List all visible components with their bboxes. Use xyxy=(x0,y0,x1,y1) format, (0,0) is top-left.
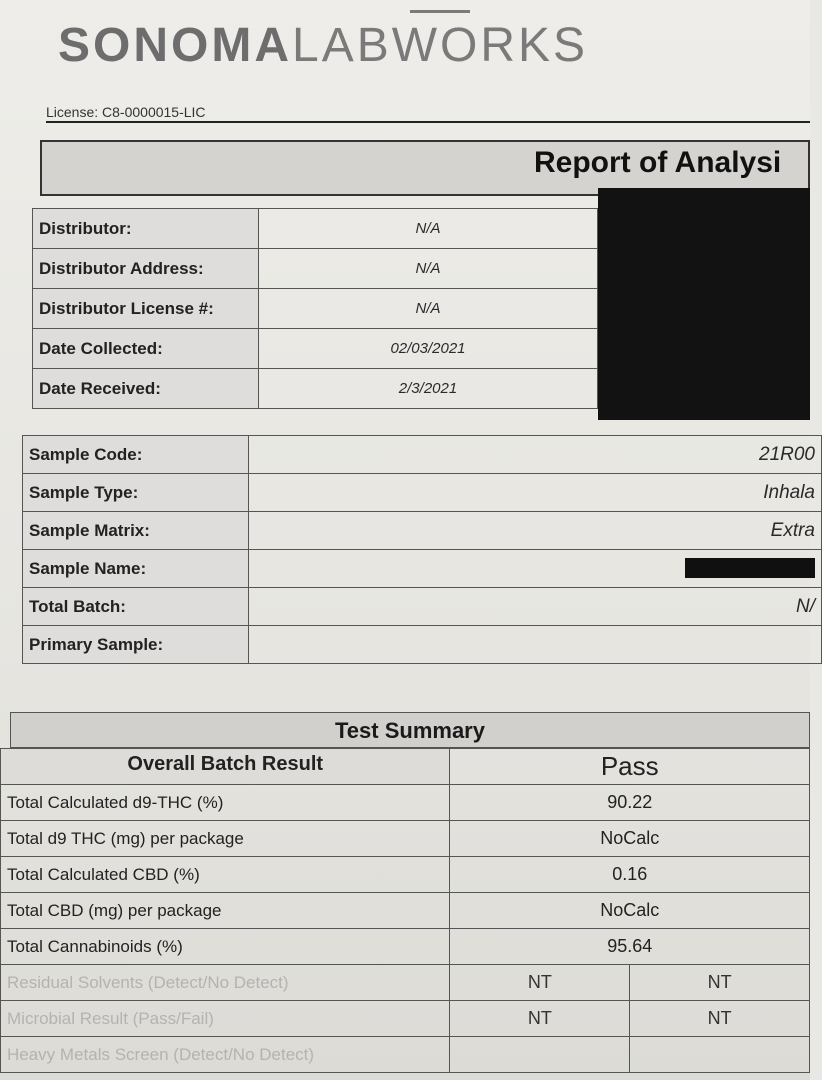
row-value xyxy=(450,1037,630,1073)
row-label: Date Collected: xyxy=(33,329,259,369)
table-row xyxy=(1,1037,810,1073)
row-value: 90.22 xyxy=(450,785,810,821)
row-value: 2/3/2021 xyxy=(259,369,598,409)
row-label: Distributor: xyxy=(33,209,259,249)
report-title: Report of Analysi xyxy=(534,146,782,179)
overall-batch-result: Pass xyxy=(450,749,810,785)
row-label: Date Received: xyxy=(33,369,259,409)
header-divider xyxy=(46,121,810,123)
table-row xyxy=(33,369,598,409)
table-row xyxy=(1,1001,810,1037)
row-value: Inhala xyxy=(249,474,822,512)
table-row xyxy=(1,821,810,857)
row-label: Total d9 THC (mg) per package xyxy=(1,821,450,857)
sonoma-labworks-logo: SONOMALABWORKS xyxy=(58,19,589,72)
row-value: NT xyxy=(450,965,630,1001)
table-row xyxy=(33,329,598,369)
row-label: Sample Type: xyxy=(23,474,249,512)
row-label: Total Batch: xyxy=(23,588,249,626)
row-value: NT xyxy=(630,965,810,1001)
row-label: Total Calculated d9-THC (%) xyxy=(1,785,450,821)
table-row xyxy=(1,785,810,821)
redaction-block xyxy=(685,558,815,578)
table-row xyxy=(23,588,822,626)
row-value: NT xyxy=(630,1001,810,1037)
table-row xyxy=(23,512,822,550)
table-row xyxy=(1,929,810,965)
row-value: N/A xyxy=(259,249,598,289)
row-label: Sample Matrix: xyxy=(23,512,249,550)
table-row xyxy=(33,209,598,249)
test-summary-table xyxy=(0,748,810,1073)
sample-table xyxy=(22,435,822,664)
row-value: NT xyxy=(450,1001,630,1037)
row-value: Extra xyxy=(249,512,822,550)
row-value: 95.64 xyxy=(450,929,810,965)
distributor-table xyxy=(32,208,598,409)
table-row xyxy=(1,965,810,1001)
row-label: Sample Name: xyxy=(23,550,249,588)
row-value xyxy=(249,626,822,664)
row-label: Microbial Result (Pass/Fail) xyxy=(1,1001,450,1037)
table-row xyxy=(23,474,822,512)
row-value: 0.16 xyxy=(450,857,810,893)
row-value: 21R00 xyxy=(249,436,822,474)
row-label: Heavy Metals Screen (Detect/No Detect) xyxy=(1,1037,450,1073)
table-row xyxy=(23,550,822,588)
row-label: Sample Code: xyxy=(23,436,249,474)
row-value-redacted xyxy=(249,550,822,588)
row-value: N/A xyxy=(259,289,598,329)
table-row xyxy=(23,626,822,664)
table-row xyxy=(1,749,810,785)
row-value: N/A xyxy=(259,209,598,249)
table-row xyxy=(23,436,822,474)
row-value: NoCalc xyxy=(450,821,810,857)
test-summary-title: Test Summary xyxy=(10,712,810,748)
table-row xyxy=(1,857,810,893)
row-value xyxy=(630,1037,810,1073)
row-label: Residual Solvents (Detect/No Detect) xyxy=(1,965,450,1001)
row-label: Total Calculated CBD (%) xyxy=(1,857,450,893)
row-value: N/ xyxy=(249,588,822,626)
row-label: Distributor Address: xyxy=(33,249,259,289)
table-row xyxy=(33,249,598,289)
redaction-block xyxy=(598,188,810,420)
row-label: Distributor License #: xyxy=(33,289,259,329)
row-value: 02/03/2021 xyxy=(259,329,598,369)
row-label: Total Cannabinoids (%) xyxy=(1,929,450,965)
table-row xyxy=(1,893,810,929)
row-label: Total CBD (mg) per package xyxy=(1,893,450,929)
overall-batch-label: Overall Batch Result xyxy=(1,749,450,785)
license-number: License: C8-0000015-LIC xyxy=(46,104,206,120)
logo-mark xyxy=(410,0,470,13)
row-label: Primary Sample: xyxy=(23,626,249,664)
table-row xyxy=(33,289,598,329)
row-value: NoCalc xyxy=(450,893,810,929)
